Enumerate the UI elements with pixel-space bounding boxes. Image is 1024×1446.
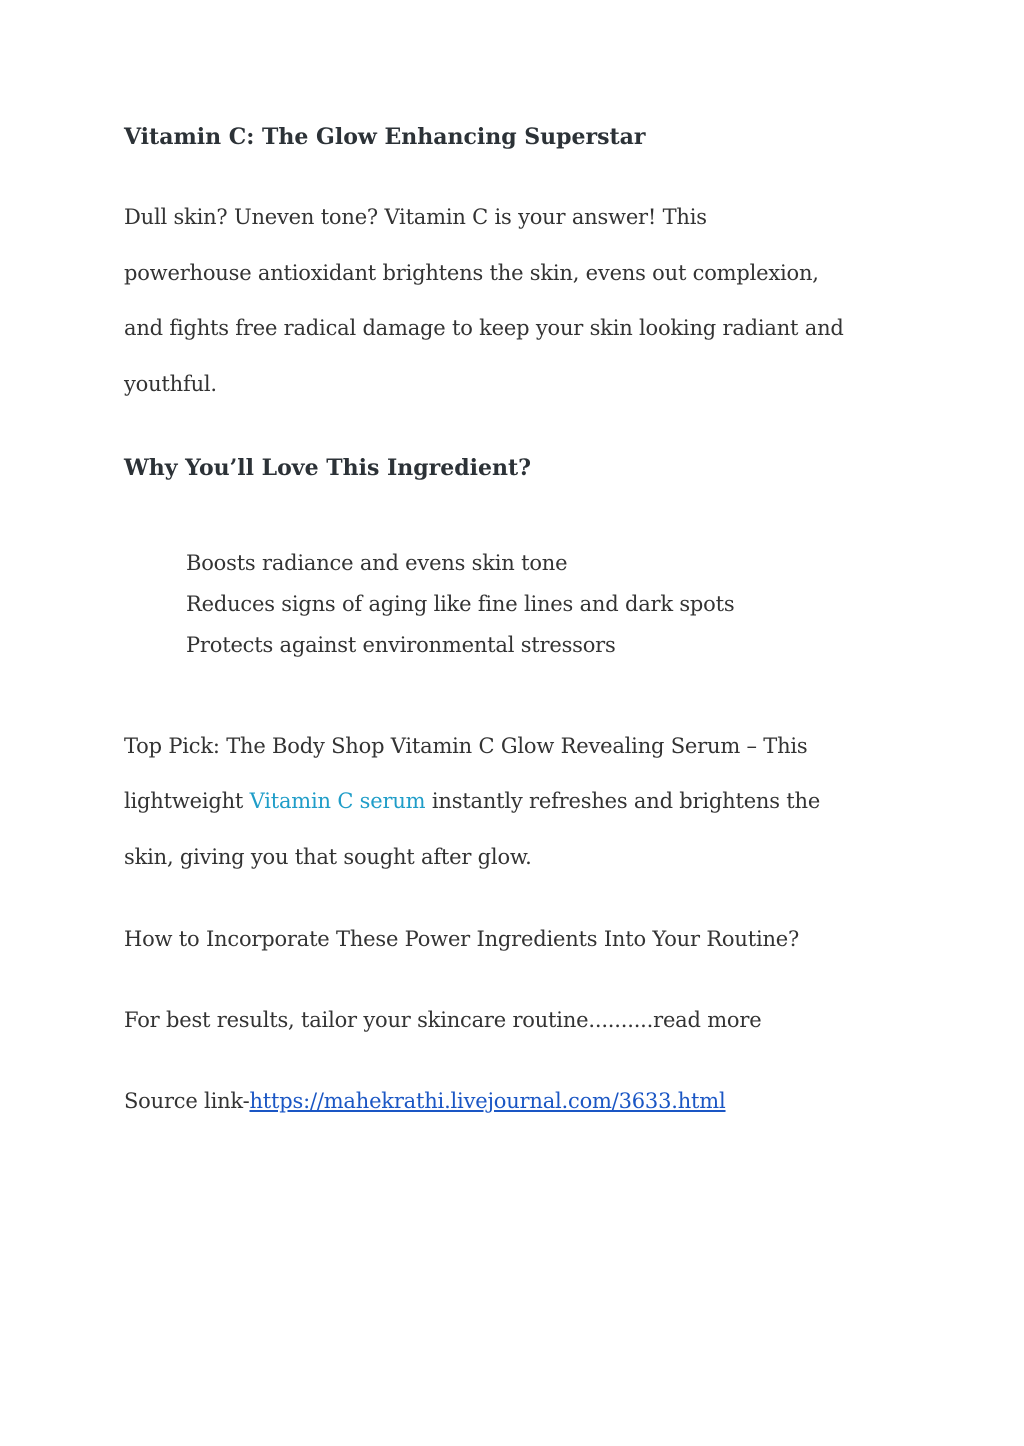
top-pick-text: instantly refreshes and brightens the — [425, 789, 821, 813]
intro-line: Dull skin? Uneven tone? Vitamin C is your answer! This — [124, 205, 707, 229]
intro-line: and fights free radical damage to keep your skin looking radiant and — [124, 316, 844, 340]
top-pick-line — [124, 789, 820, 813]
source-label: Source link- — [124, 1089, 250, 1113]
vitamin-c-serum-link[interactable]: Vitamin C serum — [249, 789, 426, 813]
list-item: Protects against environmental stressors — [186, 633, 616, 657]
article-title: Vitamin C: The Glow Enhancing Superstar — [124, 124, 646, 150]
list-item: Boosts radiance and evens skin tone — [186, 551, 568, 575]
intro-line: youthful. — [124, 372, 217, 396]
list-item: Reduces signs of aging like fine lines and dark spots — [186, 592, 735, 616]
how-to-heading: How to Incorporate These Power Ingredients Into Your Routine? — [124, 927, 800, 951]
intro-line: powerhouse antioxidant brightens the skin, evens out complexion, — [124, 261, 819, 285]
source-url-link[interactable]: https://mahekrathi.livejournal.com/3633.html — [249, 1089, 726, 1113]
top-pick-line: skin, giving you that sought after glow. — [124, 845, 532, 869]
read-more-text: For best results, tailor your skincare routine..........read more — [124, 1008, 762, 1032]
source-line — [124, 1089, 726, 1113]
section-subheading: Why You’ll Love This Ingredient? — [124, 455, 532, 481]
top-pick-line: Top Pick: The Body Shop Vitamin C Glow Revealing Serum – This — [124, 734, 808, 758]
top-pick-text: lightweight — [124, 789, 250, 813]
